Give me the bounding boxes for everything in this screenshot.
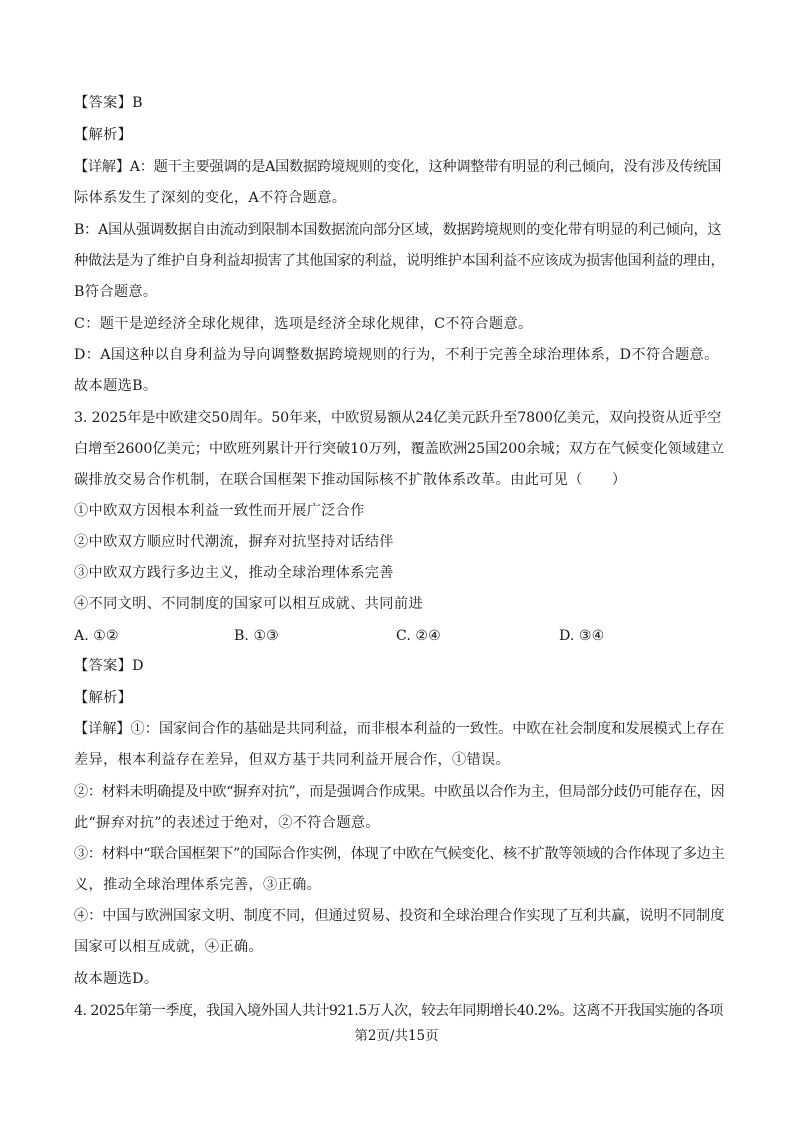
explanation-line: ③：材料中“联合国框架下”的国际合作实例，体现了中欧在气候变化、核不扩散等领域的合作体现了多边主 xyxy=(74,846,725,862)
statement-item: ②中欧双方顺应时代潮流，摒弃对抗坚持对话结伴 xyxy=(74,534,394,550)
explanation-line: 国家可以相互成就，④正确。 xyxy=(74,939,263,955)
statement-item: ①中欧双方因根本利益一致性而开展广泛合作 xyxy=(74,503,365,519)
conclusion-line: 故本题选B。 xyxy=(74,378,158,394)
page-number-footer: 第2页/共15页 xyxy=(354,1028,439,1044)
explanation-line: 【详解】A：题干主要强调的是A国数据跨境规则的变化，这种调整带有明显的利己倾向，没有涉及传统国 xyxy=(74,159,722,175)
option-b: B. ①③ xyxy=(234,628,279,644)
explanation-line: C：题干是逆经济全球化规律，选项是经济全球化规律，C不符合题意。 xyxy=(74,316,533,332)
explanation-line: 际体系发生了深刻的变化，A不符合题意。 xyxy=(74,190,347,206)
statement-item: ④不同文明、不同制度的国家可以相互成就、共同前进 xyxy=(74,596,423,612)
answer-label-q3: 【答案】D xyxy=(74,658,144,674)
explanation-line: 【详解】①：国家间合作的基础是共同利益，而非根本利益的一致性。中欧在社会制度和发展模式上存在 xyxy=(74,721,725,737)
explanation-line: D：A国这种以自身利益为导向调整数据跨境规则的行为，不利于完善全球治理体系，D不符合题意。 xyxy=(74,347,719,363)
question-3-stem: 碳排放交易合作机制，在联合国框架下推动国际核不扩散体系改革。由此可见（ ） xyxy=(74,472,627,488)
statement-item: ③中欧双方践行多边主义，推动全球治理体系完善 xyxy=(74,565,394,581)
explanation-line: 此“摒弃对抗”的表述过于绝对，②不符合题意。 xyxy=(74,815,380,831)
question-4-stem: 4. 2025年第一季度，我国入境外国人共计921.5万人次，较去年同期增长40.2%。这离不开我国实施的各项 xyxy=(74,1003,723,1019)
question-3-stem: 白增至2600亿美元；中欧班列累计开行突破10万列，覆盖欧洲25国200余城；双方在气候变化领域建立 xyxy=(74,441,725,457)
option-d: D. ③④ xyxy=(559,628,605,644)
explanation-line: ②：材料未明确提及中欧“摒弃对抗”，而是强调合作成果。中欧虽以合作为主，但局部分歧仍可能存在，因 xyxy=(74,784,725,800)
conclusion-line: 故本题选D。 xyxy=(74,971,159,987)
explanation-line: 差异，根本利益存在差异，但双方基于共同利益开展合作，①错误。 xyxy=(74,752,511,768)
explanation-line: ④：中国与欧洲国家文明、制度不同，但通过贸易、投资和全球治理合作实现了互利共赢，说明不同制度 xyxy=(74,908,725,924)
option-c: C. ②④ xyxy=(396,628,441,644)
question-3-stem: 3. 2025年是中欧建交50周年。50年来，中欧贸易额从24亿美元跃升至7800亿美元，双向投资从近乎空 xyxy=(74,410,722,426)
analysis-label-q2: 【解析】 xyxy=(74,127,133,143)
option-a: A. ①② xyxy=(74,628,119,644)
explanation-line: B：A国从强调数据自由流动到限制本国数据流向部分区域，数据跨境规则的变化带有明显的利己倾向，这 xyxy=(74,222,722,238)
answer-label-q2: 【答案】B xyxy=(74,95,143,111)
explanation-line: B符合题意。 xyxy=(74,284,158,300)
explanation-line: 种做法是为了维护自身利益却损害了其他国家的利益，说明维护本国利益不应该成为损害他国利益的理由， xyxy=(74,253,725,269)
analysis-label-q3: 【解析】 xyxy=(74,690,133,706)
explanation-line: 义，推动全球治理体系完善，③正确。 xyxy=(74,877,322,893)
